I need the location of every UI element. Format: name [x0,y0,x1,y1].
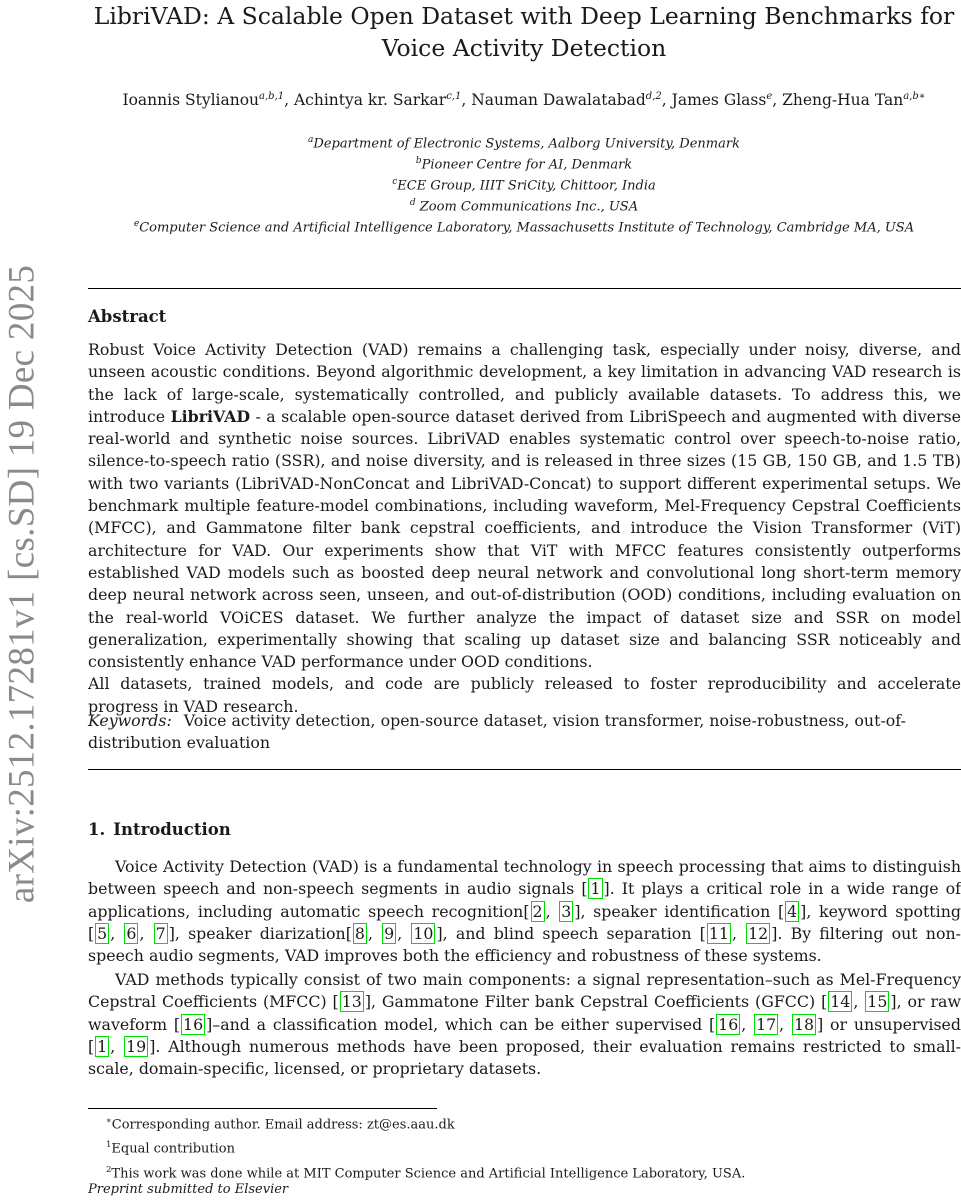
affiliation-mark: c [392,176,398,187]
affiliation-line [90,132,958,153]
paragraph-text: ], speaker diarization[ [168,923,352,943]
citation-link[interactable]: 10 [413,923,434,943]
footnote-rule [88,1108,437,1109]
abstract-text-before: Robust Voice Activity Detection (VAD) remains a challenging task, especially under noisy, diverse, and unseen acoustic conditions. Beyond algorithmic development, a key limitation in advancing VAD research is the lack of large-scale, systematically controlled, and publicly available datasets. To address this, we introduce [88,340,961,426]
affiliation-text: Pioneer Centre for AI, Denmark [421,157,633,173]
footnote-list [106,1111,956,1184]
citation-link[interactable]: 16 [183,1014,204,1034]
paragraph-text: ]–and a classification model, which can be either supervised [ [206,1014,716,1034]
author-affiliation-mark: d,2 [645,91,662,102]
citation-link[interactable]: 7 [155,923,166,943]
author-name: Ioannis Stylianou [122,91,260,110]
citation-link[interactable]: 1 [97,1036,108,1056]
paragraph-text: , [741,1014,754,1034]
affiliation-mark: e [133,218,140,229]
footnote-mark: ∗ [106,1116,112,1126]
paragraph-text: [ [581,879,588,899]
citation-link[interactable]: 4 [787,901,798,921]
paragraph-text: ], speaker identification [ [574,901,785,921]
section-title: Introduction [113,820,231,839]
affiliation-text: Department of Electronic Systems, Aalborg University, Denmark [313,136,740,152]
citation-link[interactable]: 5 [97,923,108,943]
section-heading-introduction [88,820,231,839]
abstract-text-tail: All datasets, trained models, and code are publicly released to foster reproducibility and accelerate progress in VAD research. [88,674,961,716]
affiliation-text: Computer Science and Artificial Intelligence Laboratory, Massachusetts Institute of Technology, Cambridge MA, USA [139,220,915,236]
author-affiliation-mark: a,b,1 [259,91,285,102]
author-separator: , [284,91,294,110]
paragraph-text: ] or unsupervised [ [88,1014,961,1056]
author-separator: , [461,91,472,110]
footnote-text: This work was done while at MIT Computer Science and Artificial Intelligence Laboratory, USA. [111,1165,746,1181]
arxiv-stamp [0,258,44,910]
author-name: Zheng-Hua Tan [782,91,904,110]
affiliation-line [90,153,958,174]
abstract-heading: Abstract [88,307,167,326]
paragraph-text: , [139,923,153,943]
paragraph-text: ]. By filtering out non-speech audio segments, VAD improves both the efficiency and robustness of these systems. [88,923,961,966]
title-line-2: Voice Activity Detection [381,34,667,62]
citation-link[interactable]: 16 [718,1014,739,1034]
footnote-text: Equal contribution [111,1141,235,1157]
paragraph-text: ]. Although numerous methods have been proposed, their evaluation remains restricted to small-scale, domain-specific, licensed, or proprietary datasets. [88,1036,961,1079]
affiliation-line [90,195,958,216]
citation-link[interactable]: 3 [561,901,572,921]
author-separator: , [772,91,783,110]
citation-link[interactable]: 1 [590,879,601,899]
paragraph-text: , [397,923,411,943]
section-number: 1. [88,820,106,839]
affiliation-mark: d [409,197,416,208]
citation-link[interactable]: 18 [793,1014,815,1034]
paragraph-text: , [853,992,865,1012]
abstract-text-after: - a scalable open-source dataset derived from LibriSpeech and augmented with diverse real-world and synthetic noise sources. LibriVAD enables systematic control over speech-to-noise ratio, silence-to-speech ratio (SSR), and noise diversity, and is released in three sizes (15 GB, 150 GB, and 1.5 TB) with two variants (LibriVAD-NonConcat and LibriVAD-Concat) to support different experimental setups. We benchmark multiple feature-model combinations, including waveform, Mel-Frequency Cepstral Coefficients (MFCC), and Gammatone filter bank cepstral coefficients, and introduce the Vision Transformer (ViT) architecture for VAD. Our experiments show that ViT with MFCC features consistently outperforms established VAD models such as boosted deep neural network and convolutional long short-term memory deep neural network across seen, unseen, and out-of-distribution (OOD) conditions, including evaluation on the real-world VOiCES dataset. We further analyze the impact of dataset size and SSR on model generalization, experimentally showing that scaling up dataset size and balancing SSR noticeably and consistently enhance VAD performance under OOD conditions. [88,406,961,672]
paragraph-text: VAD methods typically consist of two main components: a signal representation–such as Mel-Frequency Cepstral Coefficients (MFCC) [ [88,970,961,1012]
footnote-mark: 1 [106,1140,112,1151]
citation-link[interactable]: 2 [532,901,543,921]
author-name: James Glass [671,91,767,110]
citation-link[interactable]: 15 [867,992,888,1012]
affiliation-list [90,132,958,237]
affiliation-mark: b [415,155,422,166]
paragraph-text: , [545,901,559,921]
intro-paragraph-2 [88,969,961,1080]
author-affiliation-mark: e [766,91,773,102]
intro-paragraph-1 [88,856,961,967]
author-affiliation-mark: a,b∗ [903,91,926,102]
dataset-name: LibriVAD [170,406,251,426]
footnote [106,1135,956,1159]
paragraph-text: ], or raw waveform [ [88,992,961,1034]
author-separator: , [661,91,672,110]
citation-link[interactable]: 9 [384,923,395,943]
paragraph-text: ], keyword spotting [ [88,901,961,943]
citation-link[interactable]: 11 [708,923,729,943]
paper-title [90,0,958,64]
footnote-text: Corresponding author. Email address: zt@es.aau.dk [111,1117,455,1133]
paragraph-text: ], Gammatone Filter bank Cepstral Coefficients (GFCC) [ [364,992,828,1012]
title-line-1: LibriVAD: A Scalable Open Dataset with Deep Learning Benchmarks for [93,2,955,30]
author-name: Nauman Dawalatabad [471,91,646,110]
paragraph-text: , [779,1014,791,1034]
keywords-text: Voice activity detection, open-source dataset, vision transformer, noise-robustness, out-of-distribution evaluation [88,711,906,753]
affiliation-text: Zoom Communications Inc., USA [415,199,639,215]
paragraph-text: ], and blind speech separation [ [436,923,706,943]
author-list [90,91,958,109]
citation-link[interactable]: 13 [341,992,362,1012]
citation-link[interactable]: 14 [830,992,851,1012]
abstract-text [88,339,961,718]
footnote [106,1111,956,1135]
keywords [88,710,961,755]
paragraph-text: , [367,923,382,943]
author-affiliation-mark: c,1 [446,91,462,102]
citation-link[interactable]: 6 [126,923,137,943]
arxiv-stamp-text: arXiv:2512.17281v1 [cs.SD] 19 Dec 2025 [1,264,43,904]
paragraph-text: , [110,1036,124,1056]
citation-link[interactable]: 12 [748,923,769,943]
author-name: Achintya kr. Sarkar [293,91,447,110]
affiliation-line [90,174,958,195]
paragraph-text: Voice Activity Detection (VAD) is a fundamental technology in speech processing that aims to distinguish between speech and non-speech segments in audio signals [88,857,961,899]
paragraph-text: ]. It plays a critical role in a wide range of applications, including automatic speech recognition[ [88,879,961,921]
footnote [106,1160,956,1184]
affiliation-line [90,216,958,237]
keywords-label: Keywords: [88,711,172,730]
citation-link[interactable]: 17 [756,1014,777,1034]
abstract-top-rule [88,288,961,289]
citation-link[interactable]: 8 [354,923,365,943]
footnote-mark: 2 [106,1164,112,1175]
abstract-bottom-rule [88,769,961,770]
paragraph-text: , [731,923,746,943]
paragraph-text: , [110,923,124,943]
citation-link[interactable]: 19 [126,1036,147,1056]
affiliation-mark: a [308,135,314,145]
preprint-note: Preprint submitted to Elsevier [88,1182,289,1197]
affiliation-text: ECE Group, IIIT SriCity, Chittoor, India [397,178,656,194]
